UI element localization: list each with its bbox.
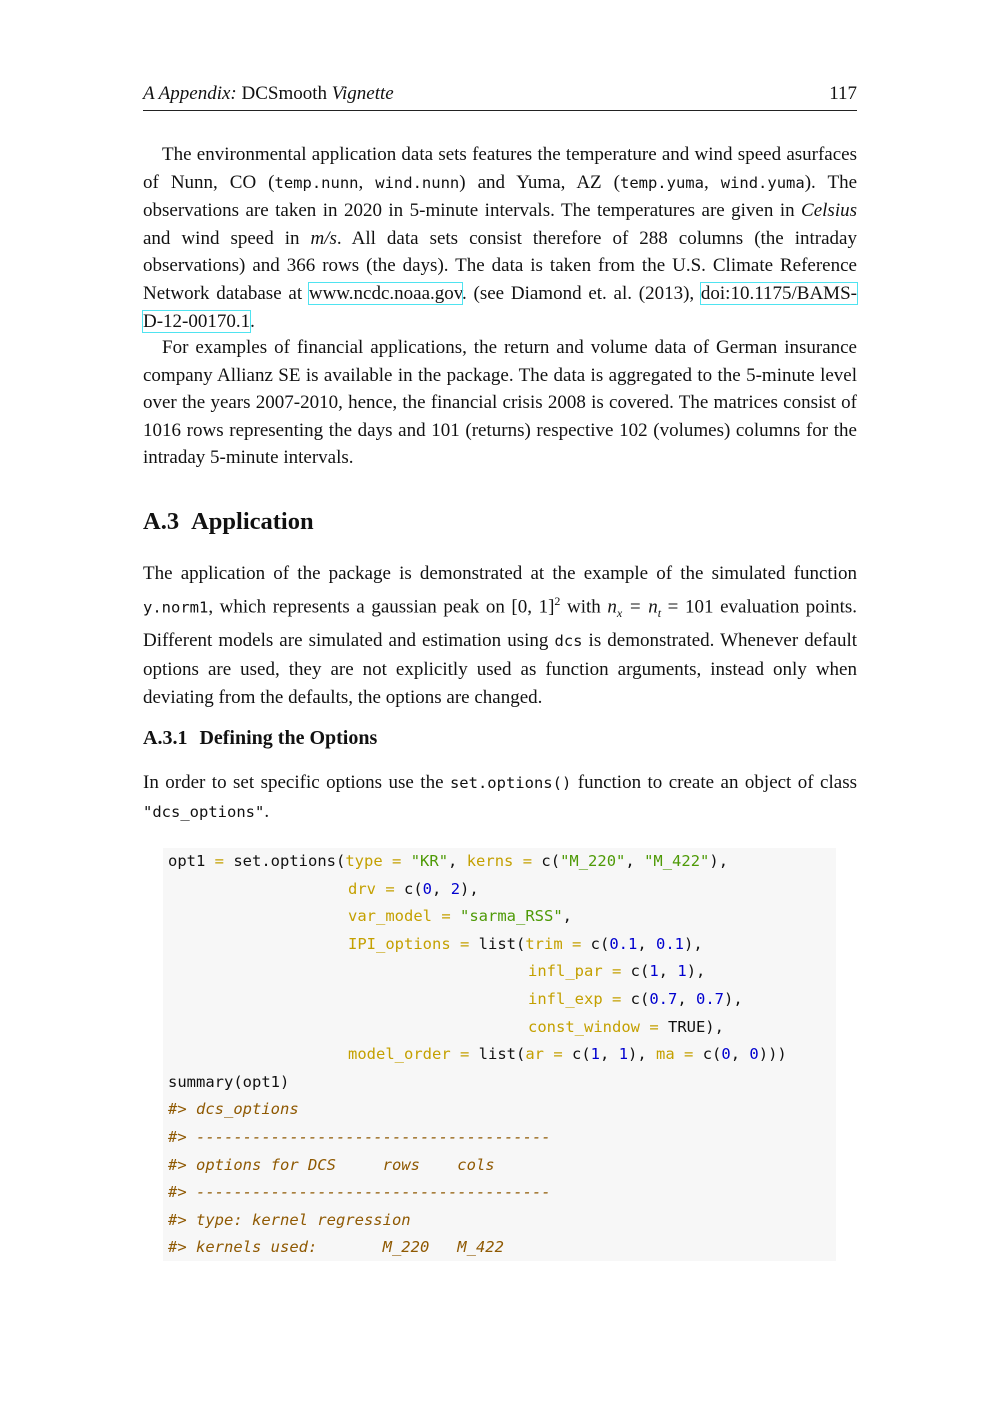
running-header: [143, 80, 857, 111]
code-block: [163, 848, 836, 1261]
subsection-heading: [143, 727, 377, 750]
subsection-number: A.3.1: [143, 727, 188, 749]
paragraph-financial-data: For examples of financial applications, the return and volume data of German insurance company Allianz SE is available in the package. The data is aggregated to the 5-minute level over the years 2007-2010, hence, the financial crisis 2008 is covered. The matrices consist of 1016 rows representing the days and 101 (returns) respective 102 (volumes) columns for the intraday 5-minute intervals.: [143, 337, 857, 469]
subsection-title: Defining the Options: [199, 727, 378, 749]
code-output-4: #> --------------------------------------: [168, 1183, 551, 1202]
header-vignette-label: Vignette: [331, 83, 394, 104]
doi-link[interactable]: doi:10.1175/BAMS-D-12-00170.1: [143, 282, 857, 332]
code-line-5: infl_par = c(1, 1),: [528, 962, 706, 981]
paragraph-set-options: In order to set specific options use the set.options() function to create an object of class "dcs_options".: [143, 772, 857, 822]
code-output-5: #> type: kernel regression: [168, 1210, 411, 1229]
section-number: A.3: [143, 508, 180, 535]
header-package-name: DCSmooth: [241, 83, 328, 104]
code-line-1: opt1 = set.options(type = "KR", kerns = c("M_220", "M_422"),: [168, 852, 729, 870]
code-line-9: summary(opt1): [168, 1072, 290, 1091]
ncdc-link[interactable]: www.ncdc.noaa.gov: [308, 282, 463, 304]
code-line-8: model_order = list(ar = c(1, 1), ma = c(0, 0))): [348, 1045, 787, 1064]
code-line-6: infl_exp = c(0.7, 0.7),: [528, 990, 743, 1008]
code-line-4: IPI_options = list(trim = c(0.1, 0.1),: [348, 934, 703, 953]
code-line-3: var_model = "sarma_RSS",: [348, 907, 572, 926]
page-number: 117: [829, 83, 857, 104]
code-line-7: const_window = TRUE),: [528, 1017, 724, 1036]
paragraph-environmental-data: The environmental application data sets features the temperature and wind speed asurfaces of Nunn, CO (temp.nunn, wind.nunn) and Yuma, AZ (temp.yuma, wind.yuma). The observations are taken in 2020 in 5-minute intervals. The temperatures are given in Celsius and wind speed in m/s. All data sets consist therefore of 288 columns (the intraday observations) and 366 rows (the days). The data is taken from the U.S. Climate Reference Network database at www.ncdc.noaa.gov. (see Diamond et. al. (2013), doi:10.1175/BAMS-D-12-00170.1.: [143, 144, 858, 332]
code-line-2: drv = c(0, 2),: [348, 879, 479, 898]
code-output-6: #> kernels used: M_220 M_422: [168, 1238, 504, 1257]
section-heading: [143, 508, 314, 536]
section-title: Application: [191, 508, 314, 535]
header-title: [143, 83, 394, 105]
code-output-3: #> options for DCS rows cols: [168, 1155, 495, 1174]
header-appendix-label: A Appendix:: [143, 83, 237, 104]
paragraph-application: The application of the package is demonstrated at the example of the simulated function y.norm1, which represents a gaussian peak on [0, 1]$^2$ with $n_x = n_t = 101$ evaluation points. Different models are simulated and estimation using dcs is demonstrated. Whenever default options are used, they are not explicitly used as function arguments, instead only when deviating from the defaults, the options are changed.: [143, 563, 858, 708]
code-output-1: #> dcs_options: [168, 1100, 299, 1119]
code-output-2: #> --------------------------------------: [168, 1128, 551, 1146]
